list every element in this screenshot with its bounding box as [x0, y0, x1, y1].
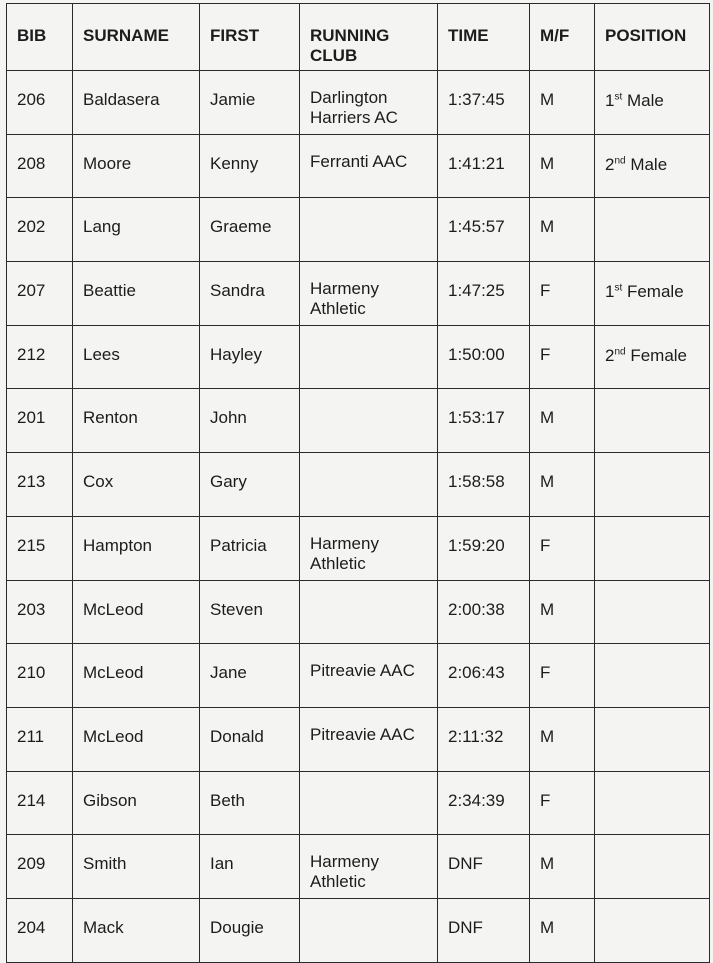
cell-mf — [530, 835, 595, 899]
position-label: Female — [622, 282, 684, 302]
position-ordinal-suffix: st — [614, 91, 623, 103]
table-row — [7, 516, 710, 580]
cell-mf-text: F — [540, 790, 551, 810]
position-number: 2 — [605, 345, 615, 365]
cell-position — [595, 516, 710, 580]
cell-running-club-text — [300, 326, 437, 343]
cell-surname-text: McLeod — [83, 726, 144, 746]
cell-first — [200, 262, 300, 326]
cell-bib — [7, 198, 73, 262]
cell-mf — [530, 325, 595, 389]
cell-position-text — [595, 453, 709, 473]
cell-surname-text: McLeod — [83, 599, 144, 619]
cell-time-text: 1:59:20 — [448, 535, 505, 555]
cell-surname-text: Baldasera — [83, 90, 160, 109]
position-ordinal-suffix: nd — [614, 346, 626, 358]
position-number: 1 — [605, 91, 615, 110]
cell-surname — [73, 262, 200, 326]
table-row — [7, 453, 710, 517]
cell-position-text — [595, 135, 709, 175]
cell-time — [438, 707, 530, 771]
cell-mf — [530, 262, 595, 326]
cell-first — [200, 707, 300, 771]
cell-surname-text: Hampton — [83, 535, 152, 555]
cell-running-club — [300, 71, 438, 135]
table-row — [7, 835, 710, 899]
cell-first — [200, 325, 300, 389]
cell-time-text: 1:47:25 — [448, 281, 505, 301]
cell-mf — [530, 707, 595, 771]
cell-first-text: Beth — [210, 790, 245, 810]
cell-bib-text: 203 — [17, 599, 46, 619]
cell-mf — [530, 198, 595, 262]
cell-surname — [73, 644, 200, 708]
cell-running-club — [300, 707, 438, 771]
cell-surname-text: Lang — [83, 217, 121, 237]
cell-mf — [530, 771, 595, 835]
cell-running-club — [300, 898, 438, 962]
cell-surname — [73, 580, 200, 644]
cell-mf-text: M — [540, 408, 555, 428]
cell-bib-text: 212 — [17, 344, 46, 364]
cell-time-text: 2:11:32 — [448, 726, 504, 746]
cell-running-club-text — [300, 899, 437, 916]
cell-bib-text: 214 — [17, 790, 46, 810]
cell-running-club-text — [300, 581, 437, 598]
cell-time — [438, 134, 530, 198]
header-running-club: RUNNING CLUB — [300, 4, 438, 71]
cell-surname-text: Cox — [83, 472, 114, 492]
cell-time — [438, 644, 530, 708]
table-row — [7, 325, 710, 389]
cell-time — [438, 516, 530, 580]
cell-running-club — [300, 771, 438, 835]
header-position: POSITION — [595, 4, 710, 71]
cell-bib-text: 213 — [17, 472, 46, 492]
cell-first — [200, 198, 300, 262]
cell-running-club — [300, 516, 438, 580]
cell-mf-text: M — [540, 217, 555, 237]
cell-mf — [530, 516, 595, 580]
cell-running-club-text: Pitreavie AAC — [310, 724, 415, 744]
position-label: Male — [622, 91, 664, 110]
cell-running-club-text: Harmeny Athletic — [310, 279, 379, 319]
table-row — [7, 580, 710, 644]
cell-position — [595, 453, 710, 517]
cell-surname — [73, 771, 200, 835]
cell-bib-text: 204 — [17, 917, 46, 937]
cell-bib — [7, 835, 73, 899]
cell-mf — [530, 644, 595, 708]
cell-time-text: DNF — [448, 917, 483, 937]
cell-first-text: John — [210, 408, 247, 428]
cell-bib-text: 209 — [17, 854, 46, 874]
cell-mf-text: M — [540, 917, 555, 937]
cell-first-text: Jane — [210, 663, 247, 683]
cell-position — [595, 644, 710, 708]
cell-surname-text: Moore — [83, 153, 132, 173]
cell-bib — [7, 389, 73, 453]
cell-bib-text: 206 — [17, 90, 46, 109]
cell-time — [438, 389, 530, 453]
header-bib: BIB — [7, 4, 73, 71]
cell-position — [595, 771, 710, 835]
cell-mf — [530, 453, 595, 517]
cell-time-text: 2:34:39 — [448, 790, 505, 810]
cell-bib — [7, 453, 73, 517]
cell-position — [595, 198, 710, 262]
cell-first — [200, 835, 300, 899]
cell-time-text: 1:45:57 — [448, 217, 505, 237]
cell-position-text — [595, 835, 709, 855]
cell-mf-text: F — [540, 281, 551, 301]
cell-position-text — [595, 899, 709, 919]
cell-running-club — [300, 389, 438, 453]
cell-mf — [530, 71, 595, 135]
cell-surname-text: Smith — [83, 854, 127, 874]
cell-first — [200, 134, 300, 198]
cell-running-club-text — [300, 772, 437, 789]
cell-position — [595, 898, 710, 962]
cell-first-text: Ian — [210, 854, 234, 874]
cell-mf-text: M — [540, 90, 555, 109]
cell-surname — [73, 198, 200, 262]
cell-time-text: DNF — [448, 854, 483, 874]
cell-mf-text: M — [540, 854, 555, 874]
header-first: FIRST — [200, 4, 300, 71]
cell-mf — [530, 898, 595, 962]
cell-position-text — [595, 198, 709, 218]
cell-running-club — [300, 134, 438, 198]
cell-first — [200, 771, 300, 835]
cell-mf — [530, 389, 595, 453]
cell-position-text — [595, 581, 709, 601]
cell-running-club-text: Darlington Harriers AC — [310, 88, 398, 127]
cell-bib — [7, 707, 73, 771]
cell-running-club-text: Pitreavie AAC — [310, 661, 415, 681]
results-table — [6, 3, 710, 963]
cell-position — [595, 134, 710, 198]
cell-time — [438, 453, 530, 517]
cell-running-club — [300, 325, 438, 389]
cell-first-text: Sandra — [210, 281, 265, 301]
cell-first-text: Gary — [210, 472, 247, 492]
cell-bib — [7, 134, 73, 198]
cell-first — [200, 516, 300, 580]
cell-bib — [7, 771, 73, 835]
cell-time-text: 1:41:21 — [448, 153, 505, 173]
cell-mf-text: F — [540, 344, 551, 364]
cell-running-club-text: Harmeny Athletic — [310, 533, 379, 573]
cell-first — [200, 898, 300, 962]
cell-mf-text: M — [540, 726, 555, 746]
cell-running-club — [300, 453, 438, 517]
table-row — [7, 134, 710, 198]
cell-bib-text: 208 — [17, 153, 46, 173]
cell-running-club-text — [300, 453, 437, 470]
header-time: TIME — [438, 4, 530, 71]
cell-surname-text: Beattie — [83, 281, 136, 301]
position-number: 2 — [605, 154, 615, 174]
cell-time — [438, 898, 530, 962]
cell-surname — [73, 71, 200, 135]
cell-mf-text: F — [540, 663, 551, 683]
cell-first-text: Kenny — [210, 153, 259, 173]
position-ordinal-suffix: st — [614, 282, 623, 294]
cell-mf-text: M — [540, 599, 555, 619]
cell-first — [200, 453, 300, 517]
cell-first-text: Donald — [210, 726, 264, 746]
table-row — [7, 898, 710, 962]
cell-time — [438, 580, 530, 644]
cell-mf — [530, 134, 595, 198]
cell-first-text: Dougie — [210, 917, 264, 937]
cell-first — [200, 71, 300, 135]
cell-time-text: 1:37:45 — [448, 90, 505, 109]
cell-position — [595, 580, 710, 644]
cell-position — [595, 325, 710, 389]
cell-surname — [73, 835, 200, 899]
cell-position-text — [595, 262, 709, 302]
position-label: Male — [625, 154, 668, 174]
cell-mf — [530, 580, 595, 644]
cell-time-text: 1:50:00 — [448, 344, 505, 364]
position-number: 1 — [605, 282, 615, 302]
header-row — [7, 4, 710, 71]
cell-position-text — [595, 708, 709, 728]
cell-bib-text: 207 — [17, 281, 46, 301]
cell-position — [595, 835, 710, 899]
table-row — [7, 644, 710, 708]
cell-running-club-text — [300, 198, 437, 215]
cell-running-club-text — [300, 389, 437, 406]
cell-surname-text: Gibson — [83, 790, 137, 810]
position-label: Female — [625, 345, 688, 365]
cell-running-club — [300, 262, 438, 326]
cell-time-text: 2:00:38 — [448, 599, 505, 619]
cell-running-club — [300, 580, 438, 644]
cell-position-text — [595, 326, 709, 366]
table-row — [7, 771, 710, 835]
cell-position-text — [595, 644, 709, 664]
cell-bib-text: 202 — [17, 217, 46, 237]
cell-time — [438, 198, 530, 262]
cell-time — [438, 262, 530, 326]
cell-running-club-text: Harmeny Athletic — [310, 852, 379, 892]
cell-first-text: Hayley — [210, 344, 262, 364]
cell-first — [200, 580, 300, 644]
cell-position — [595, 71, 710, 135]
cell-bib-text: 210 — [17, 663, 46, 683]
cell-first — [200, 644, 300, 708]
cell-surname — [73, 453, 200, 517]
cell-position-text — [595, 71, 709, 111]
cell-bib-text: 211 — [17, 726, 45, 746]
cell-time-text: 1:53:17 — [448, 408, 505, 428]
cell-bib-text: 215 — [17, 535, 46, 555]
cell-bib — [7, 580, 73, 644]
cell-time — [438, 71, 530, 135]
cell-time-text: 2:06:43 — [448, 663, 505, 683]
cell-position — [595, 707, 710, 771]
cell-time — [438, 835, 530, 899]
table-row — [7, 198, 710, 262]
cell-surname — [73, 516, 200, 580]
cell-bib — [7, 262, 73, 326]
cell-surname — [73, 389, 200, 453]
cell-surname — [73, 898, 200, 962]
cell-surname-text: Mack — [83, 917, 124, 937]
cell-position-text — [595, 772, 709, 792]
header-surname: SURNAME — [73, 4, 200, 71]
cell-bib — [7, 898, 73, 962]
cell-position-text — [595, 517, 709, 537]
cell-mf-text: M — [540, 472, 555, 492]
cell-bib-text: 201 — [17, 408, 46, 428]
cell-position — [595, 389, 710, 453]
position-ordinal-suffix: nd — [614, 155, 626, 167]
cell-first-text: Steven — [210, 599, 263, 619]
cell-running-club — [300, 644, 438, 708]
header-mf: M/F — [530, 4, 595, 71]
cell-first-text: Patricia — [210, 535, 267, 555]
cell-bib — [7, 644, 73, 708]
cell-time-text: 1:58:58 — [448, 472, 505, 492]
cell-first-text: Jamie — [210, 90, 256, 109]
cell-first-text: Graeme — [210, 217, 272, 237]
cell-surname-text: Renton — [83, 408, 138, 428]
cell-running-club-text: Ferranti AAC — [310, 151, 408, 171]
table-row — [7, 389, 710, 453]
cell-first — [200, 389, 300, 453]
cell-time — [438, 325, 530, 389]
cell-surname — [73, 325, 200, 389]
cell-position-text — [595, 389, 709, 409]
cell-bib — [7, 71, 73, 135]
cell-surname-text: McLeod — [83, 663, 144, 683]
cell-mf-text: M — [540, 153, 555, 173]
cell-surname-text: Lees — [83, 344, 120, 364]
table-row — [7, 262, 710, 326]
cell-running-club — [300, 198, 438, 262]
table-row — [7, 707, 710, 771]
table-row — [7, 71, 710, 135]
cell-position — [595, 262, 710, 326]
cell-surname — [73, 707, 200, 771]
cell-running-club — [300, 835, 438, 899]
cell-bib — [7, 325, 73, 389]
cell-time — [438, 771, 530, 835]
cell-mf-text: F — [540, 535, 551, 555]
cell-surname — [73, 134, 200, 198]
cell-bib — [7, 516, 73, 580]
